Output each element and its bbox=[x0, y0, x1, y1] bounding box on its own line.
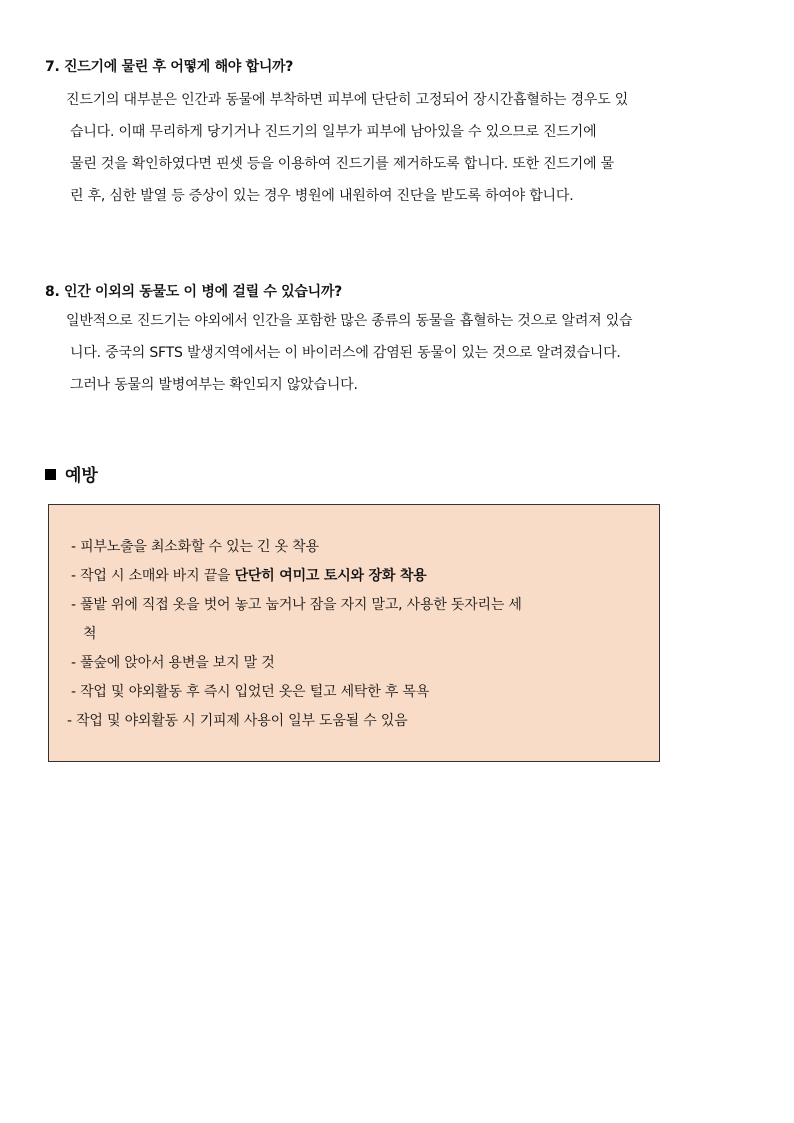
prevention-item bbox=[67, 707, 649, 736]
prevention-list bbox=[67, 533, 649, 736]
prevention-item bbox=[71, 591, 649, 649]
answer-line: 그러나 동물의 발병여부는 확인되지 않았습니다. bbox=[70, 377, 358, 393]
square-bullet-icon bbox=[45, 469, 56, 480]
prevention-item-text: - 풀숲에 앉아서 용변을 보지 말 것 bbox=[71, 655, 275, 671]
question-8-title: 8. 인간 이외의 동물도 이 병에 걸릴 수 있습니까? bbox=[45, 284, 342, 300]
question-7-title: 7. 진드기에 물린 후 어떻게 해야 합니까? bbox=[45, 59, 294, 75]
prevention-item bbox=[71, 649, 649, 678]
prevention-item bbox=[71, 678, 649, 707]
question-8-answer bbox=[66, 305, 726, 401]
prevention-heading-text: 예방 bbox=[65, 466, 98, 486]
answer-line: 진드기의 대부분은 인간과 동물에 부착하면 피부에 단단히 고정되어 장시간흡혈하는 경우도 있 bbox=[66, 92, 629, 108]
answer-line: 습니다. 이때 무리하게 당기거나 진드기의 일부가 피부에 남아있을 수 있으므로 진드기에 bbox=[70, 124, 597, 140]
question-7-answer bbox=[66, 84, 726, 212]
answer-line: 일반적으로 진드기는 야외에서 인간을 포함한 많은 종류의 동물을 흡혈하는 것으로 알려져 있습 bbox=[66, 313, 633, 329]
prevention-box bbox=[48, 504, 660, 762]
answer-line: 린 후, 심한 발열 등 증상이 있는 경우 병원에 내원하여 진단을 받도록 하여야 합니다. bbox=[70, 188, 574, 204]
answer-line: 니다. 중국의 SFTS 발생지역에서는 이 바이러스에 감염된 동물이 있는 것으로 알려졌습니다. bbox=[70, 345, 621, 361]
prevention-item-text: - 작업 및 야외활동 시 기피제 사용이 일부 도움될 수 있음 bbox=[67, 713, 408, 729]
answer-line: 물린 것을 확인하였다면 핀셋 등을 이용하여 진드기를 제거하도록 합니다. 또한 진드기에 물 bbox=[70, 156, 614, 172]
prevention-item bbox=[71, 562, 649, 591]
prevention-item-text: - 작업 및 야외활동 후 즉시 입었던 옷은 털고 세탁한 후 목욕 bbox=[71, 684, 430, 700]
prevention-item-text: - 피부노출을 최소화할 수 있는 긴 옷 착용 bbox=[71, 539, 319, 555]
prevention-item-text: - 풀밭 위에 직접 옷을 벗어 놓고 눕거나 잠을 자지 말고, 사용한 돗자리는 세 bbox=[71, 597, 522, 613]
prevention-item bbox=[71, 533, 649, 562]
prevention-item-text: - 작업 시 소매와 바지 끝을 bbox=[71, 568, 235, 584]
prevention-heading bbox=[45, 461, 98, 486]
prevention-item-emphasis: 단단히 여미고 토시와 장화 착용 bbox=[234, 568, 427, 584]
prevention-item-continuation: 척 bbox=[83, 626, 97, 642]
